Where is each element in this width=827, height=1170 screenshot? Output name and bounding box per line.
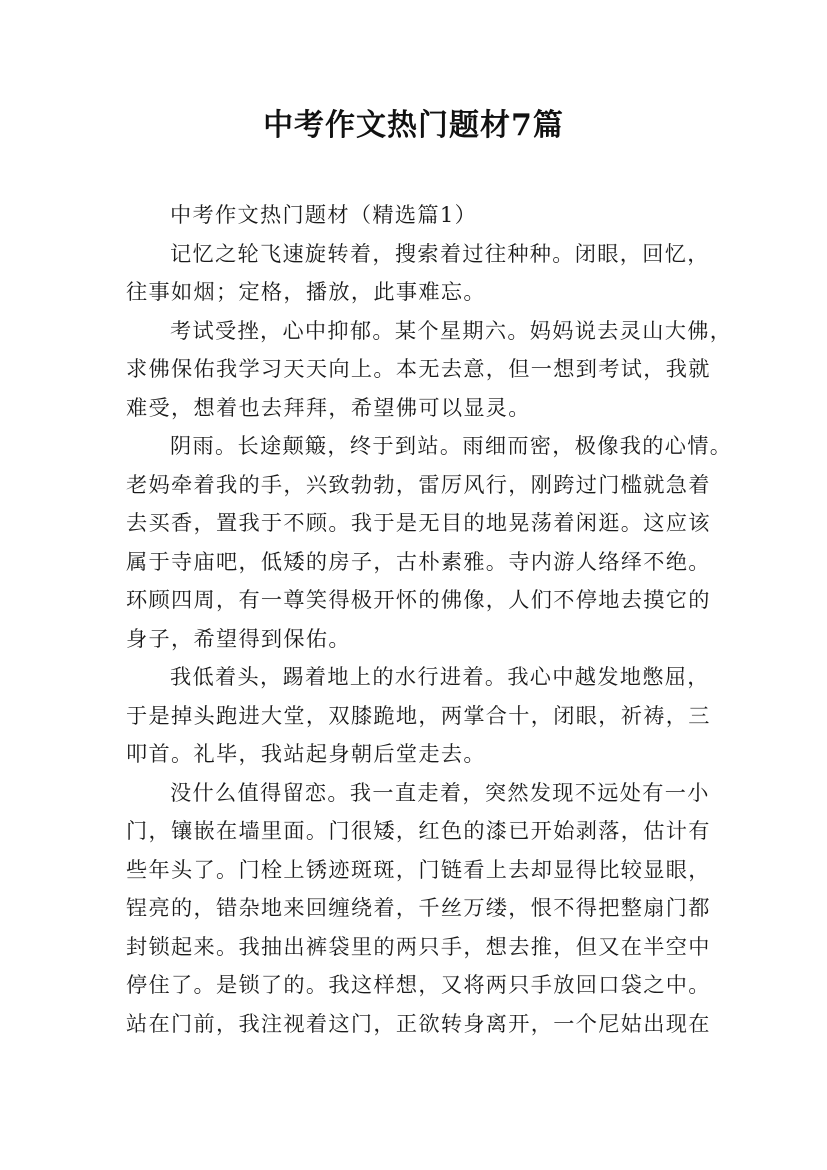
text-line: 些年头了。门栓上锈迹斑斑，门链看上去却显得比较显眼， [126,856,711,882]
text-line: 停住了。是锁了的。我这样想，又将两只手放回口袋之中。 [126,972,711,997]
text-line: 去买香，置我于不顾。我于是无目的地晃荡着闲逛。这应该 [126,510,711,535]
document-body [126,196,733,1043]
text-line: 考试受挫，心中抑郁。某个星期六。妈妈说去灵山大佛， [170,317,733,343]
text-line: 没什么值得留恋。我一直走着，突然发现不远处有一小 [170,779,710,805]
text-line: 封锁起来。我抽出裤袋里的两只手，想去推，但又在半空中 [126,933,711,959]
text-line: 阴雨。长途颠簸，终于到站。雨细而密，极像我的心情。 [170,433,733,458]
text-line: 记忆之轮飞速旋转着，搜索着过往种种。闭眼，回忆， [170,240,710,266]
document-title: 中考作文热门题材7篇 [263,108,564,143]
text-line: 叩首。礼毕，我站起身朝后堂走去。 [126,741,486,766]
text-line: 门，镶嵌在墙里面。门很矮，红色的漆已开始剥落，估计有 [126,818,711,843]
text-line: 锃亮的，错杂地来回缠绕着，千丝万缕，恨不得把整扇门都 [126,895,711,920]
text-line: 中考作文热门题材（精选篇1） [170,202,478,227]
text-line: 于是掉头跑进大堂，双膝跪地，两掌合十，闭眼，祈祷，三 [126,702,711,728]
text-line: 难受，想着也去拜拜，希望佛可以显灵。 [126,394,531,420]
text-line: 环顾四周，有一尊笑得极开怀的佛像，人们不停地去摸它的 [126,587,711,612]
text-line: 求佛保佑我学习天天向上。本无去意，但一想到考试，我就 [126,356,711,381]
text-line: 站在门前，我注视着这门，正欲转身离开，一个尼姑出现在 [126,1010,711,1036]
text-line: 我低着头，踢着地上的水行进着。我心中越发地憋屈， [170,664,710,689]
text-line: 老妈牵着我的手，兴致勃勃，雷厉风行，刚跨过门槛就急着 [126,471,711,497]
text-line: 往事如烟；定格，播放，此事难忘。 [126,279,486,304]
text-line: 属于寺庙吧，低矮的房子，古朴素雅。寺内游人络绎不绝。 [126,548,711,574]
text-line: 身子，希望得到保佑。 [126,625,351,651]
